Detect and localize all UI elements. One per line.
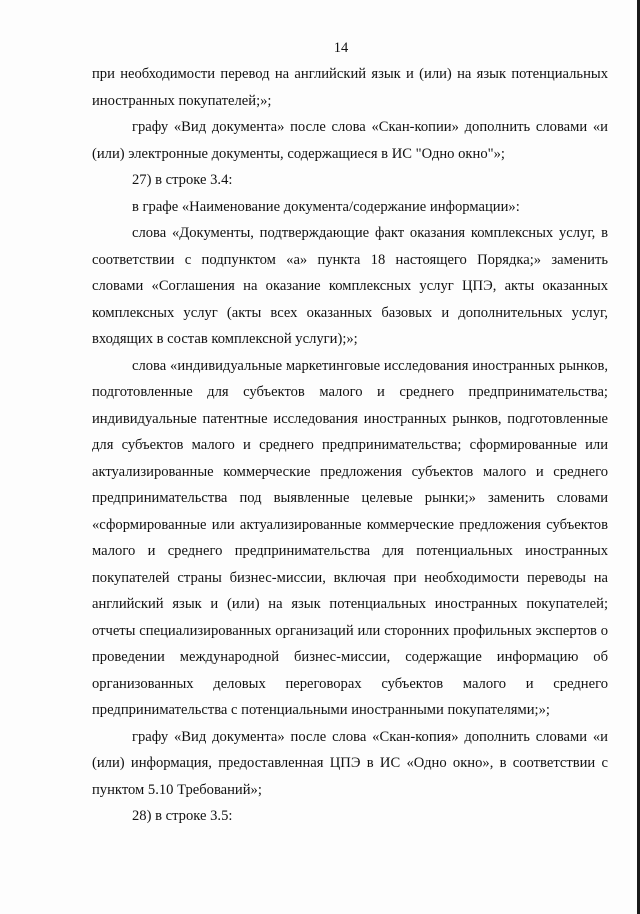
document-body: [92, 61, 608, 830]
paragraph: слова «Документы, подтверждающие факт оказания комплексных услуг, в соответствии с подпунктом «а» пункта 18 настоящего Порядка;» заменить словами «Соглашения на оказание комплексных услуг ЦПЭ, акты оказанных комплексных услуг (акты всех оказанных базовых и дополнительных услуг, входящих в состав комплексной услуги);»;: [92, 225, 608, 347]
paragraph: графу «Вид документа» после слова «Скан-копии» дополнить словами «и (или) электронные документы, содержащиеся в ИС "Одно окно"»;: [92, 119, 608, 162]
paragraph: графу «Вид документа» после слова «Скан-копия» дополнить словами «и (или) информация, предоставленная ЦПЭ в ИС «Одно окно», в соответствии с пунктом 5.10 Требований»;: [92, 728, 608, 798]
paragraph-item-27: 27) в строке 3.4:: [132, 172, 233, 188]
page-number: 14: [333, 40, 349, 56]
paragraph: слова «индивидуальные маркетинговые исследования иностранных рынков, подготовленные для субъектов малого и среднего предпринимательства; индивидуальные патентные исследования иностранных рынков, подготовленные для субъектов малого и среднего предпринимательства; сформированные или актуализированные коммерческие предложения субъектов малого и среднего предпринимательства под выявленные целевые рынки;» заменить словами «сформированные или актуализированные коммерческие предложения субъектов малого и среднего предпринимательства для потенциальных иностранных покупателей страны бизнес-миссии, включая при необходимости переводы на английский язык и (или) на язык потенциальных иностранных покупателей; отчеты специализированных организаций или сторонних профильных экспертов о проведении международной бизнес-миссии, содержащие информацию об организованных деловых переговорах субъектов малого и среднего предпринимательства с потенциальными иностранными покупателями;»;: [92, 357, 608, 718]
paragraph: в графе «Наименование документа/содержание информации»:: [132, 198, 520, 215]
paragraph-item-28: 28) в строке 3.5:: [132, 808, 233, 824]
paragraph-continuation: при необходимости перевод на английский язык и (или) на язык потенциальных иностранных покупателей;»;: [92, 66, 608, 109]
